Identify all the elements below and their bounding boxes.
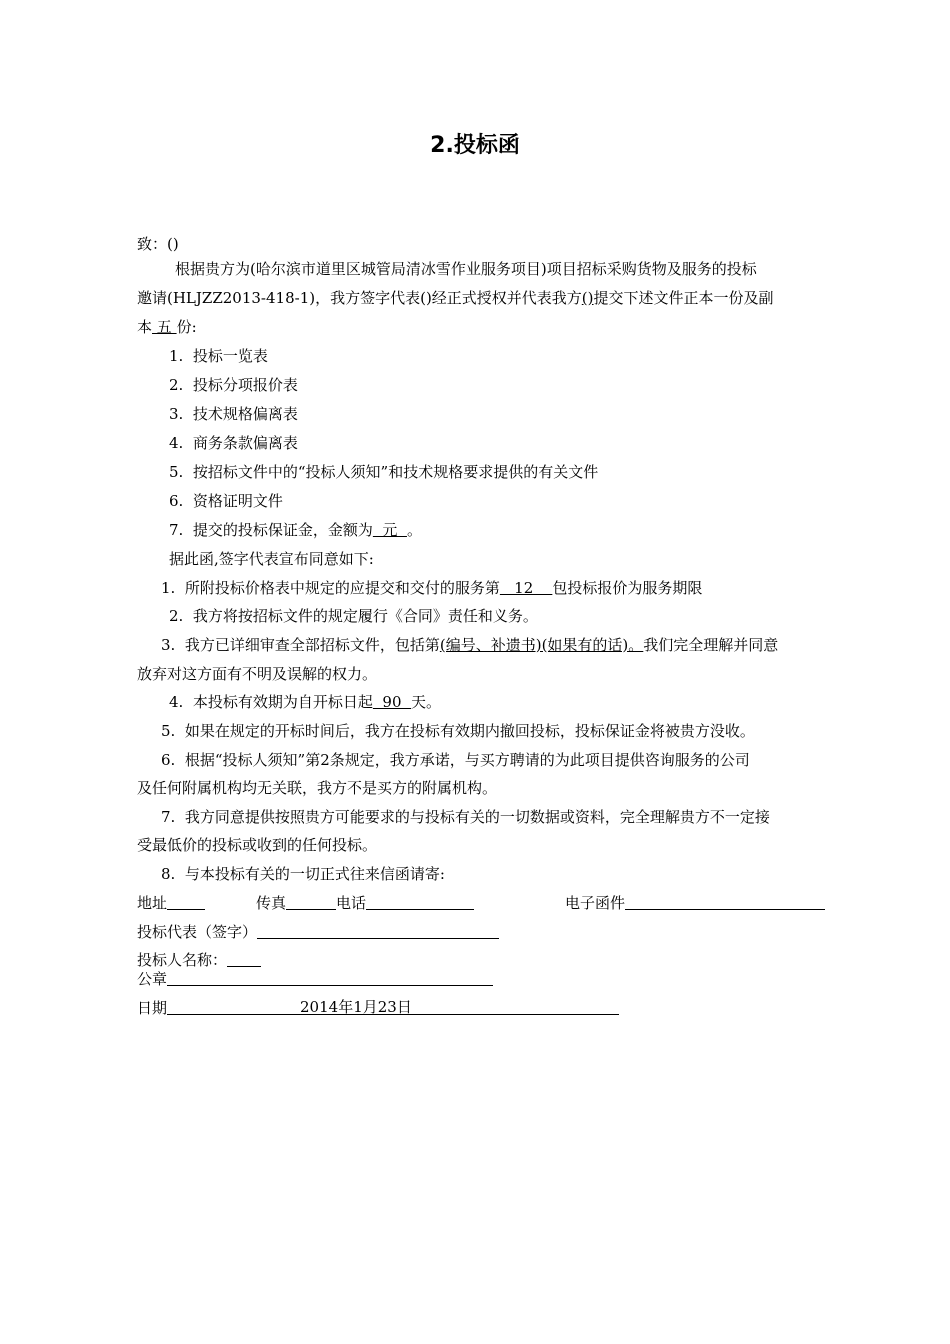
doc-item: 5. 按招标文件中的“投标人须知”和技术规格要求提供的有关文件: [169, 463, 599, 481]
clause-7: 7. 我方同意提供按照贵方可能要求的与投标有关的一切数据或资料，完全理解贵方不一定接: [161, 808, 770, 826]
date-value: 2014年1月23日: [300, 998, 412, 1016]
clause-2: 2. 我方将按招标文件的规定履行《合同》责任和义务。: [169, 607, 538, 625]
clause-5: 5. 如果在规定的开标时间后，我方在投标有效期内撤回投标，投标保证金将被贵方没收。: [161, 722, 755, 740]
clause-6-cont: 及任何附属机构均无关联，我方不是买方的附属机构。: [137, 779, 498, 797]
doc-item: 4. 商务条款偏离表: [169, 434, 298, 452]
address-field: 地址: [137, 893, 205, 913]
doc-item: 6. 资格证明文件: [169, 492, 283, 510]
document-title: 2.投标函: [430, 133, 520, 158]
clause-4: 4. 本投标有效期为自开标日起 90 天。: [169, 693, 442, 711]
intro-line-1: 根据贵方为(哈尔滨市道里区城管局清冰雪作业服务项目)项目招标采购货物及服务的投标: [175, 260, 757, 278]
clause-8: 8. 与本投标有关的一切正式往来信函请寄:: [161, 865, 445, 883]
doc-item: 3. 技术规格偏离表: [169, 405, 298, 423]
representative-signature: 投标代表（签字）: [137, 922, 499, 942]
clause-6: 6. 根据“投标人须知”第2条规定，我方承诺，与买方聘请的为此项目提供咨询服务的公司: [161, 751, 750, 769]
doc-item: 2. 投标分项报价表: [169, 376, 298, 394]
doc-item: 1. 投标一览表: [169, 347, 268, 365]
doc-item-deposit: 7. 提交的投标保证金，金额为 元 。: [169, 521, 422, 539]
email-field: 电子函件: [565, 893, 825, 913]
clause-7-cont: 受最低价的投标或收到的任何投标。: [137, 836, 378, 854]
clause-3: 3. 我方已详细审查全部招标文件，包括第(编号、补遗书)(如果有的话)。我们完全理解并同意: [161, 636, 779, 654]
official-seal: 公章: [137, 969, 493, 989]
clause-3-cont: 放弃对这方面有不明及误解的权力。: [137, 665, 378, 683]
date-field: 日期 2014年1月23日: [137, 998, 619, 1018]
fax-phone-field: 传真 电话: [256, 893, 474, 913]
recipient-line: 致：(): [137, 235, 179, 253]
declaration-line: 据此函,签字代表宣布同意如下:: [169, 550, 374, 568]
clause-1: 1. 所附投标价格表中规定的应提交和交付的服务第 12 包投标报价为服务期限: [161, 579, 703, 597]
intro-line-3: 本 五 份:: [137, 318, 197, 336]
bidder-name: 投标人名称：: [137, 950, 261, 970]
intro-line-2: 邀请(HLJZZ2013-418-1)，我方签字代表()经正式授权并代表我方()提交下述文件正本一份及副: [137, 289, 774, 307]
